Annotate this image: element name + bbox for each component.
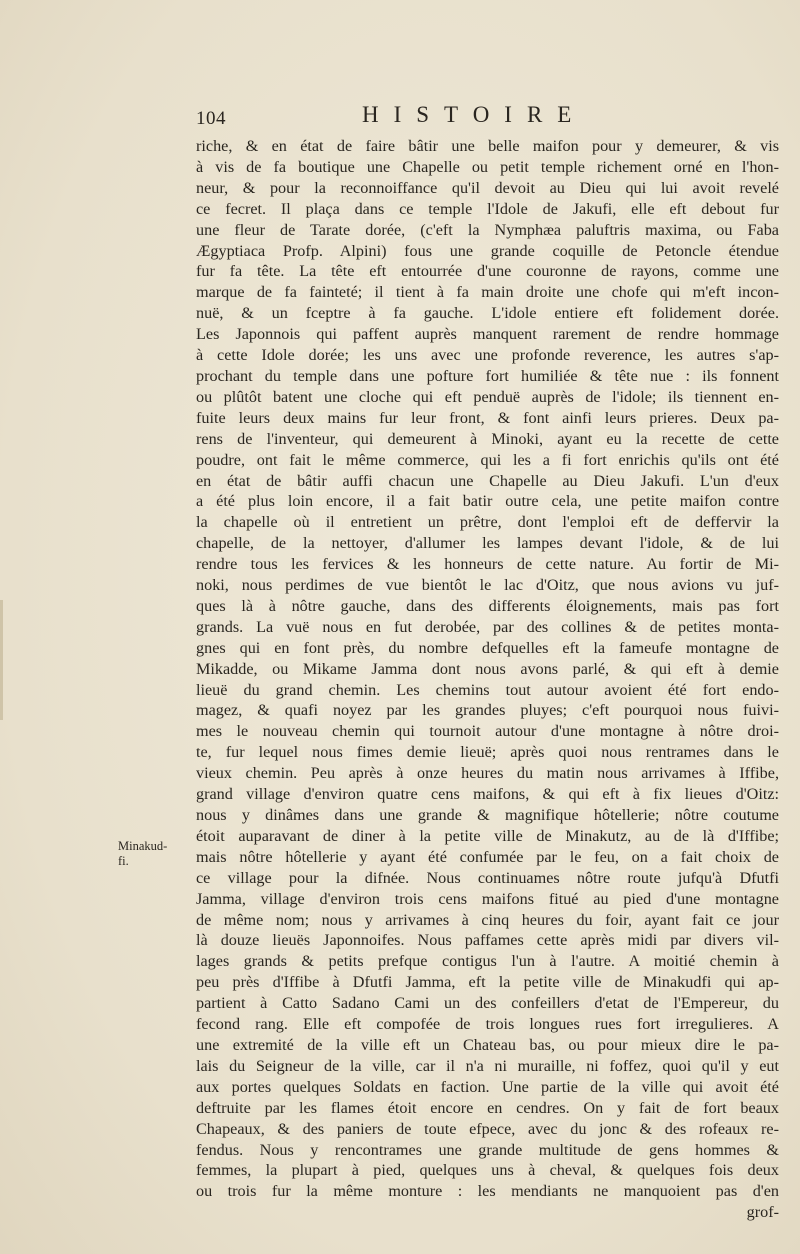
text-line: noki, nous perdimes de vue bientôt le lac d'Oitz, que nous avions vu juf- <box>196 576 779 595</box>
text-line: deftruite par les flames étoit encore en cendres. On y fait de fort beaux <box>196 1098 779 1117</box>
text-line: fendus. Nous y rencontrames une grande multitude de gens hommes & <box>196 1140 779 1159</box>
margin-note <box>118 839 192 869</box>
margin-note-line: fi. <box>118 854 129 868</box>
text-line: vieux chemin. Peu après à onze heures du matin nous arrivames à Iffibe, <box>196 764 779 783</box>
text-line: ce fecret. Il plaça dans ce temple l'Idole de Jakufi, elle eft debout fur <box>196 199 779 218</box>
page-edge-stain <box>0 600 3 720</box>
text-line: grof- <box>746 1203 779 1222</box>
text-line: neur, & pour la reconnoiffance qu'il devoit au Dieu qui lui avoit revelé <box>196 178 779 197</box>
text-line: Les Japonnois qui paffent auprès manquent rarement de rendre hommage <box>196 325 779 344</box>
text-line: aux portes quelques Soldats en faction. Une partie de la ville qui avoit été <box>196 1077 779 1096</box>
page-number: 104 <box>196 108 226 129</box>
text-line: à vis de fa boutique une Chapelle ou petit temple richement orné en l'hon- <box>196 157 779 176</box>
text-line: riche, & en état de faire bâtir une belle maifon pour y demeurer, & vis <box>196 137 779 155</box>
text-line: nuë, & un fceptre à fa gauche. L'idole entiere eft folidement dorée. <box>196 304 779 323</box>
text-line: Ægyptiaca Profp. Alpini) fous une grande coquille de Petoncle étendue <box>196 241 779 260</box>
text-line: mes le nouveau chemin qui tournoit autour d'une montagne à nôtre droi- <box>196 722 779 741</box>
text-line: a été plus loin encore, il a fait batir outre cela, une petite maifon contre <box>196 492 779 511</box>
text-line: lieuë du grand chemin. Les chemins tout autour avoient été fort endo- <box>196 680 779 699</box>
text-line: ou plûtôt batent une cloche qui eft penduë auprès de l'idole; ils tiennent en- <box>196 387 779 406</box>
text-line: étoit auparavant de diner à la petite ville de Minakutz, au de là d'Iffibe; <box>196 826 779 845</box>
text-line: peu près d'Iffibe à Dfutfi Jamma, eft la petite ville de Minakudfi qui ap- <box>196 973 779 992</box>
text-line: partient à Catto Sadano Cami un des confeillers d'etat de l'Empereur, du <box>196 994 779 1013</box>
text-line: Jamma, village d'environ trois cens maifons fitué au pied d'une montagne <box>196 889 779 908</box>
text-line: grand village d'environ quatre cens maifons, & qui eft à fix lieues d'Oitz: <box>196 785 779 804</box>
text-line: Chapeaux, & des paniers de toute efpece, avec du jonc & des rofeaux re- <box>196 1119 779 1138</box>
text-line: lais du Seigneur de la ville, car il n'a ni muraille, ni foffez, quoi qu'il y eut <box>196 1056 779 1075</box>
body-text <box>196 136 779 1223</box>
text-line: rendre tous les fervices & les honneurs de cette nature. Au fortir de Mi- <box>196 555 779 574</box>
text-line: mais nôtre hôtellerie y ayant été confumée par le feu, on a fait choix de <box>196 847 779 866</box>
page-header <box>196 102 776 132</box>
text-line: une fleur de Tarate dorée, (c'eft la Nymphæa paluftris maxima, ou Faba <box>196 220 779 239</box>
text-line: fecond rang. Elle eft compofée de trois longues rues fort irregulieres. A <box>196 1015 779 1034</box>
text-line: femmes, la plupart à pied, quelques uns à cheval, & quelques fois deux <box>196 1161 779 1180</box>
text-line: ce village pour la difnée. Nous continuames nôtre route jufqu'à Dfutfi <box>196 868 779 887</box>
text-line: te, fur lequel nous fimes demie lieuë; après quoi nous rentrames dans le <box>196 743 779 762</box>
text-line: une extremité de la ville eft un Chateau bas, ou pour mieux dire le pa- <box>196 1035 779 1054</box>
text-line: fur fa tête. La tête eft entourrée d'une couronne de rayons, comme une <box>196 262 779 281</box>
text-line: la chapelle où il entretient un prêtre, dont l'emploi eft de deffervir la <box>196 513 779 532</box>
text-line: en état de bâtir auffi chacun une Chapelle au Dieu Jakufi. L'un d'eux <box>196 471 779 490</box>
text-line: à cette Idole dorée; les uns avec une profonde reverence, les autres s'ap- <box>196 346 779 365</box>
text-line: ques là à nôtre gauche, dans des differents éloignements, mais pas fort <box>196 596 779 615</box>
text-line: prochant du temple dans une pofture fort humiliée & tête nue : ils fonnent <box>196 366 779 385</box>
running-title: HISTOIRE <box>362 102 587 127</box>
text-line: Mikadde, ou Mikame Jamma dont nous avons parlé, & qui eft à demie <box>196 659 779 678</box>
text-line: grands. La vuë nous en fut derobée, par des collines & de petites monta- <box>196 617 779 636</box>
text-line: gnes qui en font près, du nombre defquelles eft la fameufe montagne de <box>196 638 779 657</box>
text-line: ou trois fur la même monture : les mendiants ne manquoient pas d'en <box>196 1182 779 1201</box>
text-line: poudre, ont fait le même commerce, qui les a fi fort enrichis qu'ils ont été <box>196 450 779 469</box>
margin-note-line: Minakud- <box>118 839 168 853</box>
text-line: nous y dinâmes dans une grande & magnifique hôtellerie; nôtre coutume <box>196 806 779 824</box>
text-line: fuite leurs deux mains fur leur front, & font ainfi leurs prieres. Deux pa- <box>196 408 779 427</box>
text-line: chapelle, de la nettoyer, d'allumer les lampes devant l'idole, & de lui <box>196 534 779 553</box>
text-line: magez, & quafi noyez par les grandes pluyes; c'eft pourquoi nous fuivi- <box>196 701 779 720</box>
text-line: rens de l'inventeur, qui demeurent à Minoki, ayant eu la recette de cette <box>196 429 779 448</box>
text-line: marque de fa fainteté; il tient à fa main droite une chofe qui m'eft incon- <box>196 283 779 302</box>
text-line: lages grands & petits prefque contigus l'un à l'autre. A moitié chemin à <box>196 952 779 971</box>
text-line: là douze lieuës Japonnoifes. Nous paffames cette après midi par divers vil- <box>196 931 779 950</box>
text-line: de même nom; nous y arrivames à cinq heures du foir, ayant fait ce jour <box>196 910 779 929</box>
